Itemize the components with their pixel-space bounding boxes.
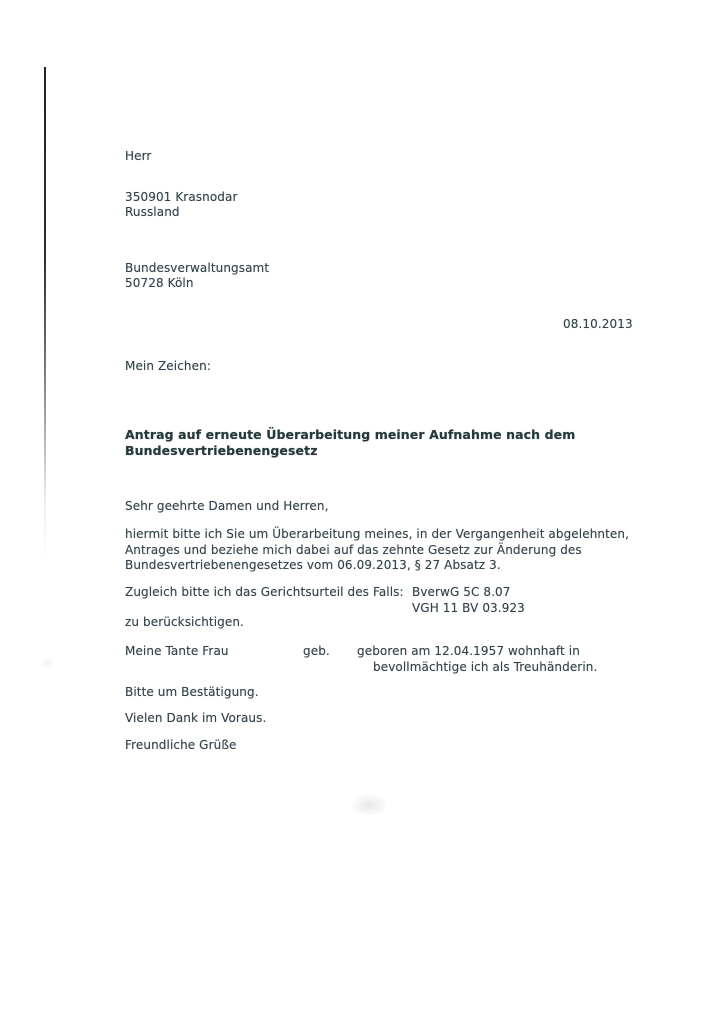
recipient-postal-city: 50728 Köln: [125, 276, 194, 290]
court-request-continuation: zu berücksichtigen.: [125, 615, 244, 629]
thanks-line: Vielen Dank im Voraus.: [125, 711, 267, 725]
sender-address: [125, 190, 237, 220]
trustee-right-line-1: geboren am 12.04.1957 wohnhaft in: [357, 644, 580, 658]
trustee-right-line-2: bevollmächtige ich als Treuhänderin.: [373, 659, 598, 674]
sender-salutation: Herr: [125, 149, 152, 163]
scan-smudge: [40, 658, 54, 668]
closing-line: Freundliche Grüße: [125, 738, 237, 752]
trustee-sentence-left: Meine Tante Frau: [125, 644, 229, 658]
scan-smudge: [352, 795, 386, 815]
letter-date: 08.10.2013: [563, 317, 633, 331]
trustee-sentence-right: [357, 644, 597, 675]
body-paragraph-line-2: Antrages und beziehe mich dabei auf das zehnte Gesetz zur Änderung des: [125, 542, 582, 557]
scan-artifact-vertical-line: [44, 67, 46, 563]
subject-line-2: Bundesvertriebenengesetz: [125, 443, 318, 458]
trustee-geb-abbrev: geb.: [303, 644, 330, 658]
subject-line: [125, 427, 575, 459]
body-paragraph: [125, 527, 629, 574]
confirmation-request: Bitte um Bestätigung.: [125, 685, 259, 699]
sender-country: Russland: [125, 205, 180, 219]
body-paragraph-line-3: Bundesvertriebenengesetzes vom 06.09.2013, § 27 Absatz 3.: [125, 558, 501, 572]
subject-line-1: Antrag auf erneute Überarbeitung meiner Aufnahme nach dem: [125, 427, 576, 442]
court-case-line-2: VGH 11 BV 03.923: [412, 600, 525, 615]
recipient-name: Bundesverwaltungsamt: [125, 261, 270, 275]
court-case-line-1: BverwG 5C 8.07: [412, 585, 511, 599]
recipient-address: [125, 261, 269, 291]
body-paragraph-line-1: hiermit bitte ich Sie um Überarbeitung meines, in der Vergangenheit abgelehnten,: [125, 527, 630, 541]
court-request: Zugleich bitte ich das Gerichtsurteil des Falls:: [125, 585, 404, 599]
reference-label: Mein Zeichen:: [125, 359, 211, 373]
court-case-reference: [412, 585, 525, 616]
sender-postal-city: 350901 Krasnodar: [125, 190, 238, 204]
greeting: Sehr geehrte Damen und Herren,: [125, 499, 329, 513]
